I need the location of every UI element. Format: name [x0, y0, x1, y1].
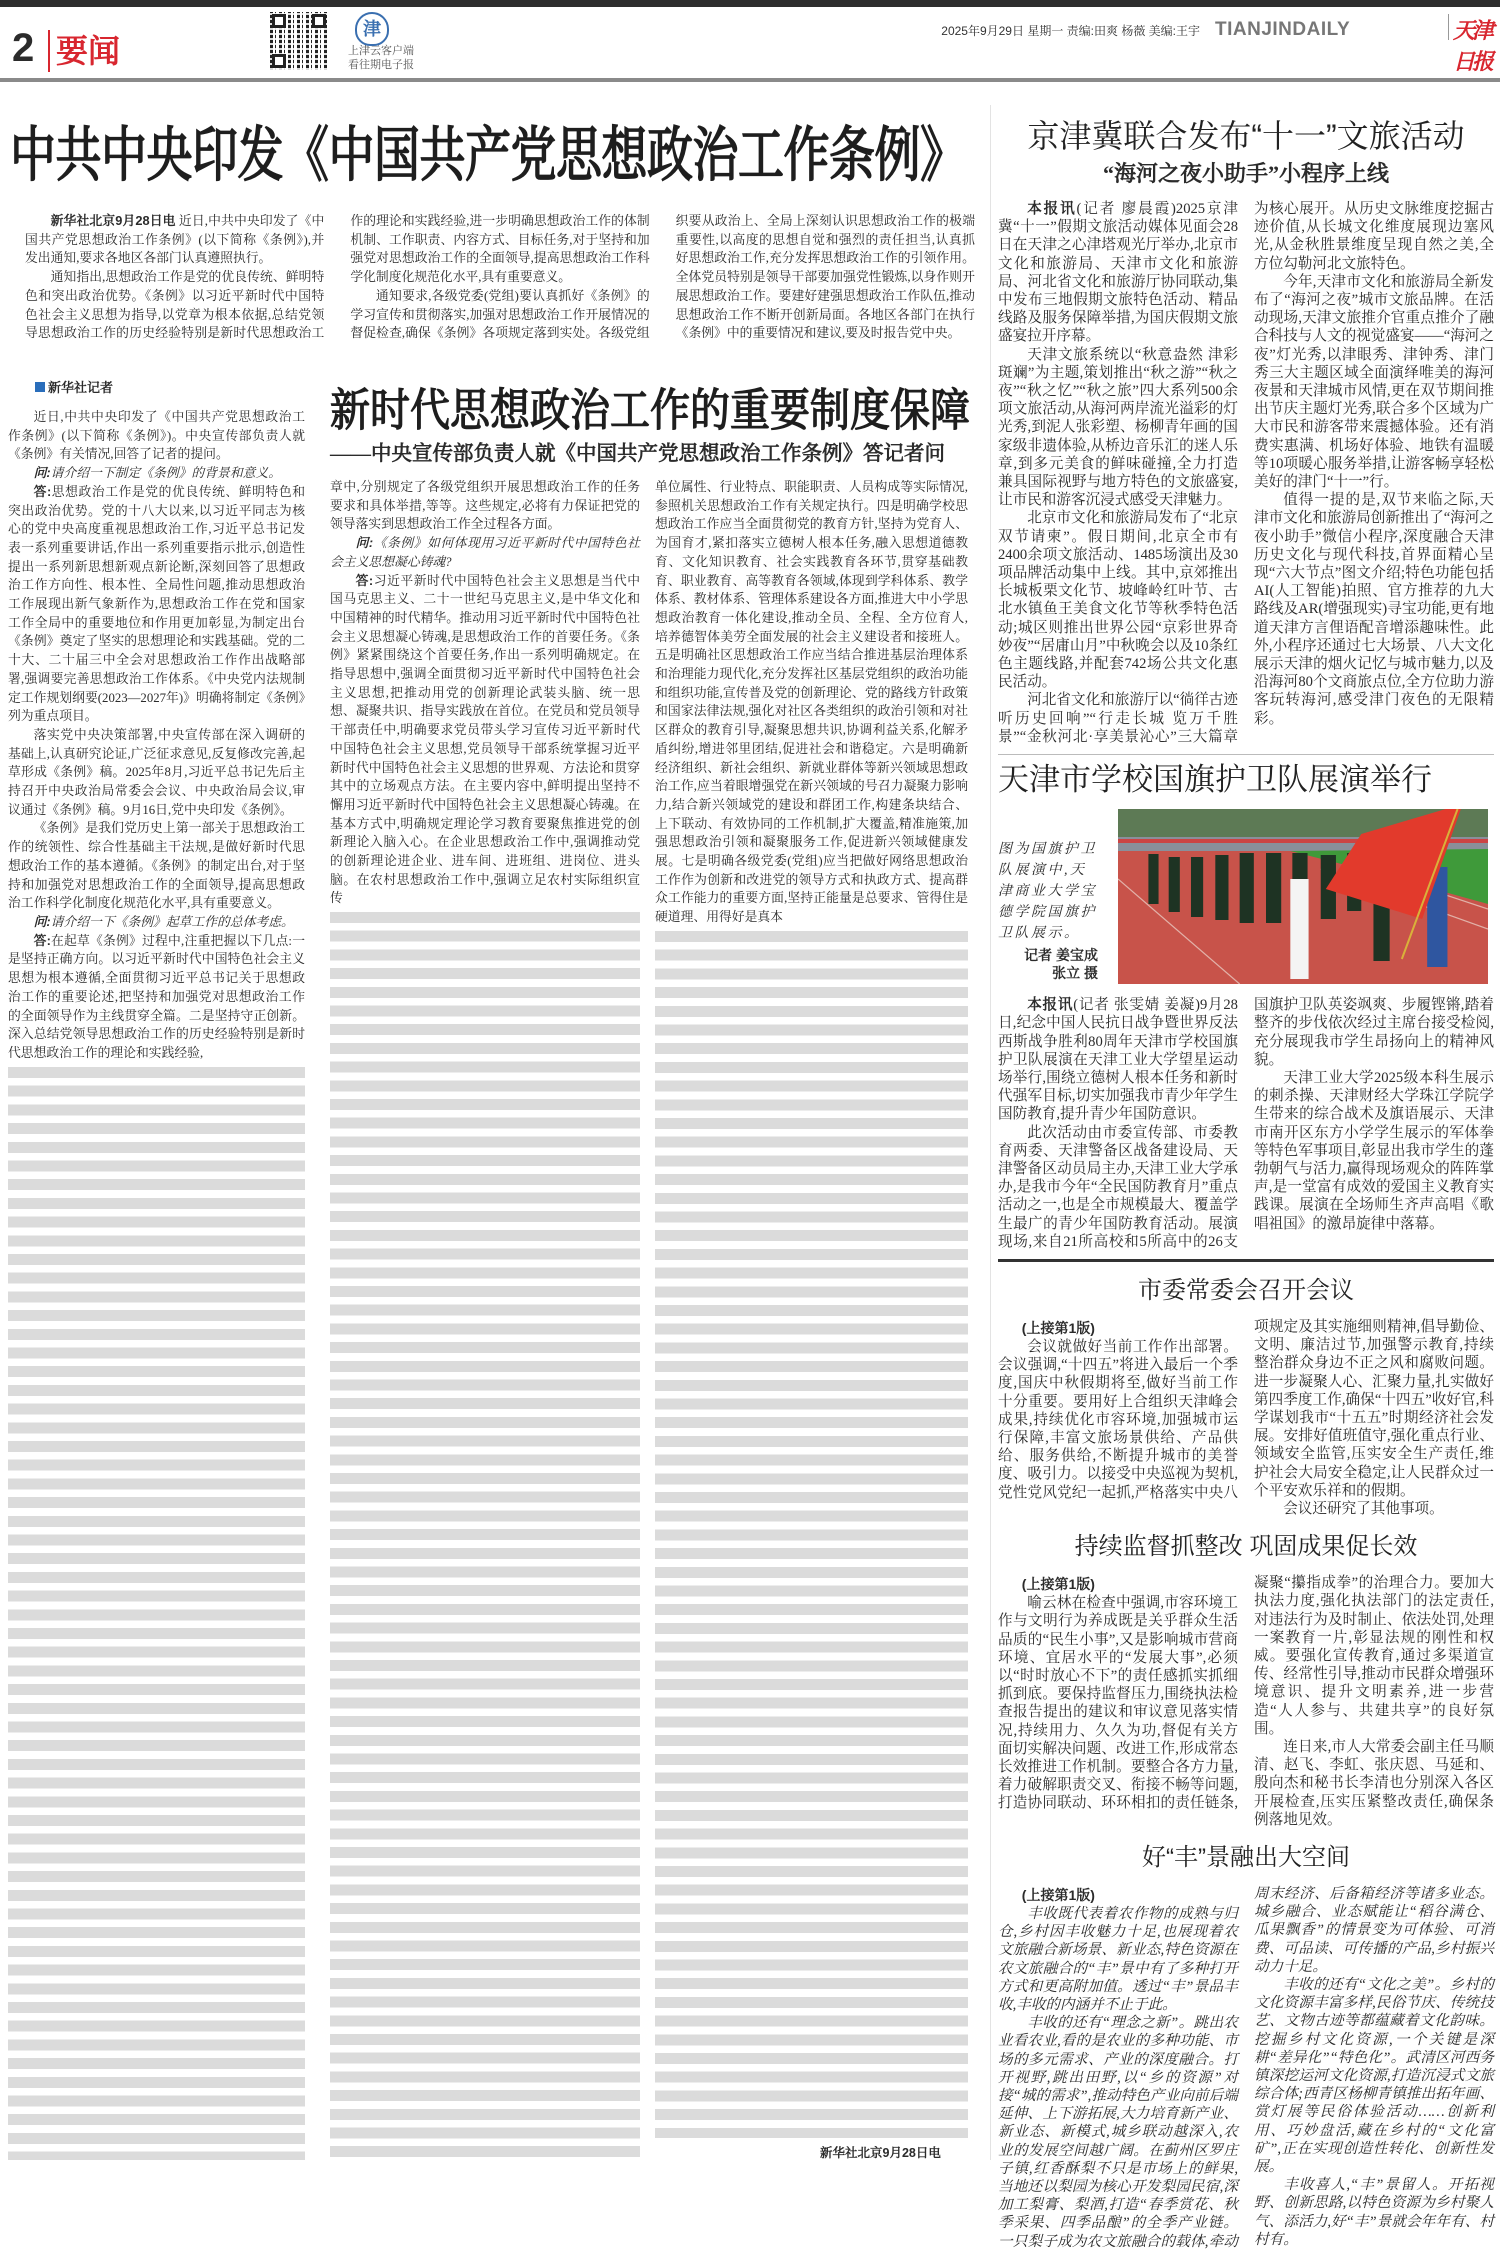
article-paragraph: 连日来,市人大常委会副主任马顺清、赵飞、李虹、张庆恩、马延和、殷向杰和秘书长李清也分别深入各区开展检查,压实压紧整改责任,确保条例落地见效。: [1254, 1739, 1494, 1828]
article-paragraph: [998, 200, 1238, 346]
article-paragraph: 河北省文化和旅游厅以“徜徉古迹 听历史回响”“行走长城 览万千胜景”“金秋河北·享美景沁心”三大篇章为核心展开。从历史文脉维度挖掘古迹价值,从长城文化维度展现边塞风光,从金秋胜景维度呈现自然之美,全方位勾勒河北文旅特色。: [998, 201, 1494, 745]
brand-english: TIANJINDAILY: [1215, 19, 1351, 40]
byline-text: 新华社记者: [48, 380, 114, 395]
qa-paragraph: 落实党中央决策部署,中央宣传部在深入调研的基础上,认真研究论证,广泛征求意见,反复修改完善,起草形成《条例》稿。2025年8月,习近平总书记先后主持召开中央政治局常委会会议、中央政治局会议,审议通过《条例》稿。9月16日,党中央印发《条例》。: [8, 727, 305, 817]
article-paragraph: 天津工业大学2025级本科生展示的刺杀操、天津财经大学珠江学院学生带来的综合战术及旗语展示、天津市南开区东方小学学生展示的军体拳等特色军事项目,彰显出我市学生的蓬勃朝气与活力,赢得现场观众的阵阵掌声,是一堂富有成效的爱国主义教育实践课。展演在全场师生齐声高唱《歌唱祖国》的激昂旋律中落幕。: [1254, 1069, 1494, 1232]
qa-column-1: [8, 408, 305, 2160]
byline: [35, 377, 113, 396]
photo-credit-line-1: 记者 姜宝成: [1024, 947, 1098, 964]
qa-paragraph: 章中,分别规定了各级党组织开展思想政治工作的任务要求和具体举措,等等。这些规定,必将有力保证把党的领导落实到思想政治工作全过程各方面。: [330, 480, 640, 532]
article-paragraph: 喻云林在检查中强调,市容环境工作与文明行为养成既是关乎群众生活品质的“民生小事”,又是影响城市营商环境、宜居水平的“发展大事”,必须以“时时放心不下”的责任感抓实抓细抓到底。要保持监督压力,围绕执法检查报告提出的建议和审议意见落实情况,持续用力、久久为功,督促有关方面切实解决问题、改进工作,形成常态长效推进工作机制。要整合各方力量,着力破解职责交叉、衔接不畅等问题,打造协同联动、环环相扣的责任链条,凝聚“攥指成拳”的治理合力。要加大执法力度,强化执法部门的法定责任,对违法行为及时制止、依法处罚,处理一案教育一片,彰显法规的刚性和权威。要强化宣传教育,通过多渠道宣传、经常性引导,推动市民群众增强环境意识、提升文明素养,进一步营造“人人参与、共建共享”的良好氛围。: [998, 1575, 1494, 1812]
qa-answer: [8, 483, 305, 726]
answer-text: 在起草《条例》过程中,注重把握以下几点:一是坚持正确方向。以习近平新时代中国特色社会主义思想为根本遵循,全面贯彻习近平总书记关于思想政治工作的重要论述,把坚持和加强党对思想政治工作的全面领导作为主线贯穿全篇。二是坚持守正创新。深入总结党领导思想政治工作的历史经验特别是新时代思想政治工作的理论和实践经验,: [8, 933, 305, 1060]
answer-label: 答:: [355, 572, 374, 588]
section-rule: [998, 754, 1494, 755]
qa-answer: [8, 932, 305, 1063]
tourism-article-body: [998, 200, 1494, 746]
lead-paragraph: [25, 212, 324, 268]
continued-from-label: (上接第1版): [1021, 1887, 1095, 1904]
qa-answer: [330, 572, 640, 909]
photo-caption: 图为国旗护卫队展演中,天津商业大学宝德学院国旗护卫队展示。: [998, 842, 1097, 942]
article-paragraph: [998, 996, 1238, 1123]
tourism-subheadline: “海河之夜小助手”小程序上线: [1102, 161, 1389, 186]
question-text: 《条例》如何体现用习近平新时代中国特色社会主义思想凝心铸魂?: [330, 536, 641, 569]
article-label: 本报讯: [1027, 997, 1074, 1014]
question-text: 请介绍一下制定《条例》的背景和意义。: [50, 466, 281, 481]
lead-article-body: [25, 212, 975, 343]
article-label: 本报讯: [1027, 201, 1077, 217]
answer-text: 思想政治工作是党的优良传统、鲜明特色和突出政治优势。党的十八大以来,以习近平同志为核心的党中央高度重视思想政治工作,习近平总书记发表一系列重要讲话,作出一系列重要指示批示,创造性提出一系列新思想新观点新论断,深刻回答了思想政治工作方向性、根本性、全局性问题,推动思想政治工作展现出新气象新作为,思想政治工作在党和国家工作全局中的重要地位和作用更加彰显,为制定出台《条例》奠定了坚实的思想理论和实践基础。党的二十大、二十届三中全会对思想政治工作作出战略部署,强调要完善思想政治工作体系。《中央党内法规制定工作规划纲要(2023—2027年)》明确将制定《条例》列为重点项目。: [8, 484, 306, 724]
supervision-headline: 持续监督抓整改 巩固成果促长效: [1074, 1533, 1418, 1561]
lead-paragraph: 通知指出,思想政治工作是党的优良传统、鲜明特色和突出政治优势。《条例》以习近平新时代中国特色社会主义思想为指导,以党章为根本依据,总结党领导思想政治工作的历史经验特别是新时代思想政治工作的理论和实践经验,进一步明确思想政治工作的体制机制、工作职责、内容方式、目标任务,对于坚持和加强党对思想政治工作的全面领导,提高思想政治工作科学化制度化规范化水平,具有重要意义。: [25, 214, 650, 341]
article-paragraph: 今年,天津市文化和旅游局全新发布了“海河之夜”城市文旅品牌。在活动现场,天津文旅推介官重点推介了融合科技与人文的视觉盛宴——“海河之夜”灯光秀,以津眼秀、津钟秀、津门秀三大主题区域全面演绎唯美的海河夜景和天津城市风情,更在双节期间推出节庆主题灯光秀,联合多个区域为广大市民和游客带来震撼体验。还有消费实惠满、机场好体验、地铁有温暖等10项暖心服务举措,让游客畅享轻松美好的津门“十一”行。: [1254, 273, 1494, 491]
page-number-divider: [48, 30, 50, 72]
flag-guard-photo: [1118, 809, 1488, 984]
photo-credit: [998, 946, 1098, 982]
qa-paragraph: 《条例》是我们党历史上第一部关于思想政治工作的统领性、综合性基础主干法规,是做好新时代思想政治工作的基本遵循。《条例》的制定出台,对于坚持和加强党对思想政治工作的全面领导,提高思想政治工作科学化制度化规范化水平,具有重要意义。: [8, 821, 305, 911]
qr-caption: [348, 44, 414, 72]
qa-headline: 新时代思想政治工作的重要制度保障: [330, 385, 970, 436]
jinyun-app-logo-icon: 津: [355, 12, 389, 46]
qa-question: [8, 464, 305, 483]
qa-intro: 近日,中共中央印发了《中国共产党思想政治工作条例》(以下简称《条例》)。中央宣传部负责人就《条例》有关情况,回答了记者的提问。: [8, 410, 305, 462]
paragraph-text: (记者 廖晨霞)2025京津冀“十一”假期文旅活动媒体见面会28日在天津之心津塔观光厅举办,北京市文化和旅游局、天津市文化和旅游局、河北省文化和旅游厅协同联动,集中发布三地假期文旅特色活动、精品线路及服务保障举措,为国庆假期文旅盛宴拉开序幕。: [998, 201, 1238, 345]
qa-column-2: [330, 478, 640, 2160]
flag-guard-headline: 天津市学校国旗护卫队展演举行: [998, 762, 1432, 798]
supervision-body: [998, 1574, 1494, 1829]
article-paragraph: 会议还研究了其他事项。: [1283, 1500, 1444, 1517]
byline-square-icon: [35, 382, 45, 392]
header-rule: [0, 78, 1500, 82]
section-title: 要闻: [56, 33, 121, 69]
qa-question: [8, 913, 305, 932]
answer-text: 习近平新时代中国特色社会主义思想是当代中国马克思主义、二十一世纪马克思主义,是中华文化和中国精神的时代精华。推动用习近平新时代中国特色社会主义思想凝心铸魂,是思想政治工作的首要任务。《条例》紧紧围绕这个首要任务,作出一系列明确规定。在指导思想中,强调全面贯彻习近平新时代中国特色社会主义思想,把推动用党的创新理论武装头脑、统一思想、凝聚共识、指导实践放在首位。在党员和党员领导干部责任中,明确要求党员带头学习宣传习近平新时代中国特色社会主义思想,党员领导干部系统掌握习近平新时代中国特色社会主义思想的世界观、方法论和贯穿其中的立场观点方法。在主要内容中,鲜明提出坚持不懈用习近平新时代中国特色社会主义思想凝心铸魂。在基本方式中,明确规定理论学习教育要聚焦推进党的创新理论入脑入心。在企业思想政治工作中,强调推动党的创新理论进企业、进车间、进班组、进岗位、进头脑。在农村思想政治工作中,强调立足农村实际组织宣传: [330, 573, 641, 906]
qa-signoff: 新华社北京9月28日电: [820, 2146, 941, 2160]
lead-paragraph-text: 近日,中共中央印发了《中国共产党思想政治工作条例》(以下简称《条例》),并发出通知,要求各地区各部门认真遵照执行。: [25, 214, 325, 266]
standing-committee-body: [998, 1318, 1494, 1518]
dateline: 新华社北京9月28日电: [50, 213, 176, 228]
question-label: 问:: [355, 535, 374, 551]
answer-label: 答:: [33, 932, 51, 948]
qr-code-icon[interactable]: [270, 12, 328, 70]
parade-photo-image: [1118, 809, 1488, 984]
paragraph-text: (记者 张雯婧 姜凝)9月28日,纪念中国人民抗日战争暨世界反法西斯战争胜利80周年天津市学校国旗护卫队展演在天津工业大学望星运动场举行,围绕立德树人根本任务和新时代强军目标,切实加强我市青少年学生国防教育,提升青少年国防意识。: [998, 997, 1238, 1123]
tourism-headline: 京津冀联合发布“十一”文旅活动: [1027, 118, 1465, 154]
caption-column: [998, 809, 1098, 982]
qr-caption-line-2: 看往期电子报: [348, 59, 414, 71]
article-paragraph: 天津文旅系统以“秋意盎然 津彩斑斓”为主题,策划推出“秋之游”“秋之夜”“秋之忆”“秋之旅”四大系列500余项文旅活动,从海河两岸流光溢彩的灯光秀,到泥人张彩塑、杨柳青年画的国家级非遗体验,从桥边音乐汇的迷人乐章,到多元美食的鲜味碰撞,全力打造兼具国际视野与地方特色的文旅盛宴,让市民和游客沉浸式感受天津魅力。: [998, 346, 1238, 509]
qr-caption-line-1: 上津云客户端: [348, 45, 414, 57]
brand-divider: [1448, 14, 1449, 40]
standing-committee-headline: 市委常委会召开会议: [1138, 1276, 1354, 1304]
continued-from-label: (上接第1版): [1021, 1576, 1095, 1593]
lead-headline: 中共中央印发《中国共产党思想政治工作条例》: [10, 122, 966, 189]
section-rule-thick: [998, 1259, 1494, 1262]
qa-column-3: [655, 478, 968, 2138]
harvest-body: [998, 1885, 1494, 2251]
article-paragraph: 丰收的还有“理念之新”。跳出农业看农业,看的是农业的多种功能、市场的多元需求、产业的深度融合。打开视野,跳出田野,以“乡的资源”对接“城的需求”,推动特色产业向前后端延伸、上下游拓展,大力培育新产业、新业态、新模式,城乡联动越深入,农业的发展空间越广阔。在蓟州区罗庄子镇,红香酥梨不只是市场上的鲜果,当地还以梨园为核心开发梨园民宿,深加工梨膏、梨酒,打造“春季赏花、秋季采果、四季品酿”的全季产业链。一只梨子成为农文旅融合的载体,牵动周末经济、后备箱经济等诸多业态。城乡融合、业态赋能让“稻谷满仓、瓜果飘香”的情景变为可体验、可消费、可品读、可传播的产品,乡村振兴动力十足。: [998, 1886, 1494, 2250]
article-paragraph: 会议就做好当前工作作出部署。会议强调,“十四五”将进入最后一个季度,国庆中秋假期将至,做好当前工作十分重要。要用好上合组织天津峰会成果,持续优化市容环境,加强城市运行保障,丰富文旅场景供给、产品供给、服务供给,不断提升城市的美誉度、吸引力。以接受中央巡视为契机,党性党风党纪一起抓,严格落实中央八项规定及其实施细则精神,倡导勤俭、文明、廉洁过节,加强警示教育,持续整治群众身边不正之风和腐败问题。进一步凝聚人心、汇聚力量,扎实做好第四季度工作,确保“十四五”收好官,科学谋划我市“十五五”时期经济社会发展。安排好值班值守,强化重点行业、领域安全监管,压实安全生产责任,维护社会大局安全稳定,让人民群众过一个平安欢乐祥和的假期。: [998, 1318, 1494, 1501]
continued-text-block: [655, 931, 968, 2138]
qa-paragraph: 单位属性、行业特点、职能职责、人员构成等实际情况,参照机关思想政治工作有关规定执行。四是明确学校思想政治工作应当全面贯彻党的教育方针,坚持为党育人、为国育才,紧扣落实立德树人根本任务,融入思想道德教育、文化知识教育、社会实践教育各环节,贯穿基础教育、职业教育、高等教育各领域,体现到学科体系、教学体系、教材体系、管理体系建设各方面,推进大中小学思想政治教育一体化建设,推动全员、全程、全方位育人,培养德智体美劳全面发展的社会主义建设者和接班人。五是明确社区思想政治工作应当结合推进基层治理体系和治理能力现代化,充分发挥社区基层党组织的政治功能和组织功能,宣传普及党的创新理论、党的路线方针政策和国家法律法规,强化对社区各类组织的政治引领和对社区群众的教育引导,凝聚思想共识,协调利益关系,化解矛盾纠纷,增进邻里团结,促进社会和谐稳定。六是明确新经济组织、新社会组织、新就业群体等新兴领域思想政治工作,应当着眼增强党在新兴领域的号召力凝聚力影响力,结合新兴领域党的建设和群团工作,构建条块结合、上下联动、有效协同的工作机制,扩大覆盖,精准施策,加强思想政治引领和凝聚服务工作,促进新兴领域健康发展。七是明确各级党委(党组)应当把做好网络思想政治工作作为创新和改进党的领导方式和执政方式、提高群众工作能力的重要方面,坚持正能量是总要求、管得住是硬道理、用得好是真本: [655, 480, 968, 925]
qa-subtitle: ——中央宣传部负责人就《中国共产党思想政治工作条例》答记者问: [330, 443, 945, 465]
lead-paragraph: 通知要求,各级党委(党组)要认真抓好《条例》的学习宣传和贯彻落实,加强对思想政治工作开展情况的督促检查,确保《条例》各项规定落到实处。各级党组织要从政治上、全局上深刻认识思想政治工作的极端重要性,以高度的思想自觉和强烈的责任担当,认真抓好思想政治工作,充分发挥思想政治工作的引领作用。全体党员特别是领导干部要加强党性锻炼,以身作则开展思想政治工作。要建好建强思想政治工作队伍,推动思想政治工作不断开创新局面。各地区各部门在执行《条例》中的重要情况和建议,要及时报告党中央。: [350, 214, 975, 341]
article-paragraph: 丰收的还有“文化之美”。乡村的文化资源丰富多样,民俗节庆、传统技艺、文物古迹等都蕴藏着文化韵味。挖掘乡村文化资源,一个关键是深耕“差异化”“特色化”。武清区河西务镇深挖运河文化资源,打造沉浸式文旅综合体;西青区杨柳青镇推出拓年画、赏灯展等民俗体验活动……创新利用、巧妙盘活,藏在乡村的“文化富矿”,正在实现创造性转化、创新性发展。: [1254, 1977, 1494, 2176]
photo-credit-line-2: 张立 摄: [1052, 965, 1098, 982]
continued-from-label: (上接第1版): [1021, 1319, 1095, 1336]
brand-logo-calligraphy: 天津日报: [1453, 18, 1492, 74]
question-label: 问:: [33, 465, 51, 481]
harvest-headline: 好“丰”景融出大空间: [1142, 1844, 1350, 1872]
date-editor-line: 2025年9月29日 星期一 责编:田爽 杨薇 美编:王宇: [941, 24, 1200, 38]
continued-text-block: [8, 1067, 305, 2160]
page-number: 2: [12, 26, 35, 70]
article-paragraph: 值得一提的是,双节来临之际,天津市文化和旅游局创新推出了“海河之夜小助手”微信小程序,深度融合天津历史文化与现代科技,首界面精心呈现“六大节点”图文介绍;特色功能包括AI(人工智能)拍照、官方推荐的九大路线及AR(增强现实)寻宝功能,更有地道天津方言俚语配音增添趣味性。此外,小程序还通过七大场景、八大文化展示天津的烟火记忆与城市魅力,以及沿海河80个文商旅点位,全方位助力游客玩转海河,感受津门夜色的无限精彩。: [1254, 492, 1494, 727]
article-paragraph: 丰收喜人,“丰”景留人。开拓视野、创新思路,以特色资源为乡村聚人气、添活力,好“丰”景就会年年有、村村有。: [1254, 2177, 1494, 2248]
article-paragraph: 丰收既代表着农作物的成熟与归仓,乡村因丰收魅力十足,也展现着农文旅融合新场景、新业态,特色资源在农文旅融合的“丰”景中有了多种打开方式和更高附加值。透过“丰”景品丰收,丰收的内涵并不止于此。: [998, 1906, 1238, 2014]
photo-block: [998, 809, 1494, 984]
question-text: 请介绍一下《条例》起草工作的总体考虑。: [50, 914, 294, 929]
right-news-column: [998, 116, 1494, 2251]
top-rule: [0, 0, 1500, 7]
answer-label: 答:: [33, 483, 52, 499]
question-label: 问:: [33, 913, 51, 929]
flag-guard-article-body: [998, 996, 1494, 1251]
continued-text-block: [330, 912, 640, 2160]
article-paragraph: 此次活动由市委宣传部、市委教育两委、天津警备区战备建设局、天津警备区动员局主办,天津工业大学承办,是我市今年“全民国防教育月”重点活动之一,也是全市规模最大、覆盖学生最广的青少年国防教育活动。展演现场,来自21所高校和5所高中的26支国旗护卫队英姿飒爽、步履铿锵,踏着整齐的步伐依次经过主席台接受检阅,充分展现我市学生昂扬向上的精神风貌。: [998, 997, 1494, 1250]
article-paragraph: 北京市文化和旅游局发布了“北京双节请柬”。假日期间,北京全市有2400余项文旅活动、1485场演出及30项品牌活动集中上线。其中,京郊推出长城板栗文化节、坡峰岭红叶节、古北水镇鱼王美食文化节等秋季特色活动;城区则推出世界公园“京彩世界奇妙夜”“居庸山月”中秋晚会以及10条红色主题线路,并配套742场公共文化惠民活动。: [998, 510, 1238, 691]
qa-question: [330, 534, 640, 571]
column-divider: [990, 105, 991, 2160]
